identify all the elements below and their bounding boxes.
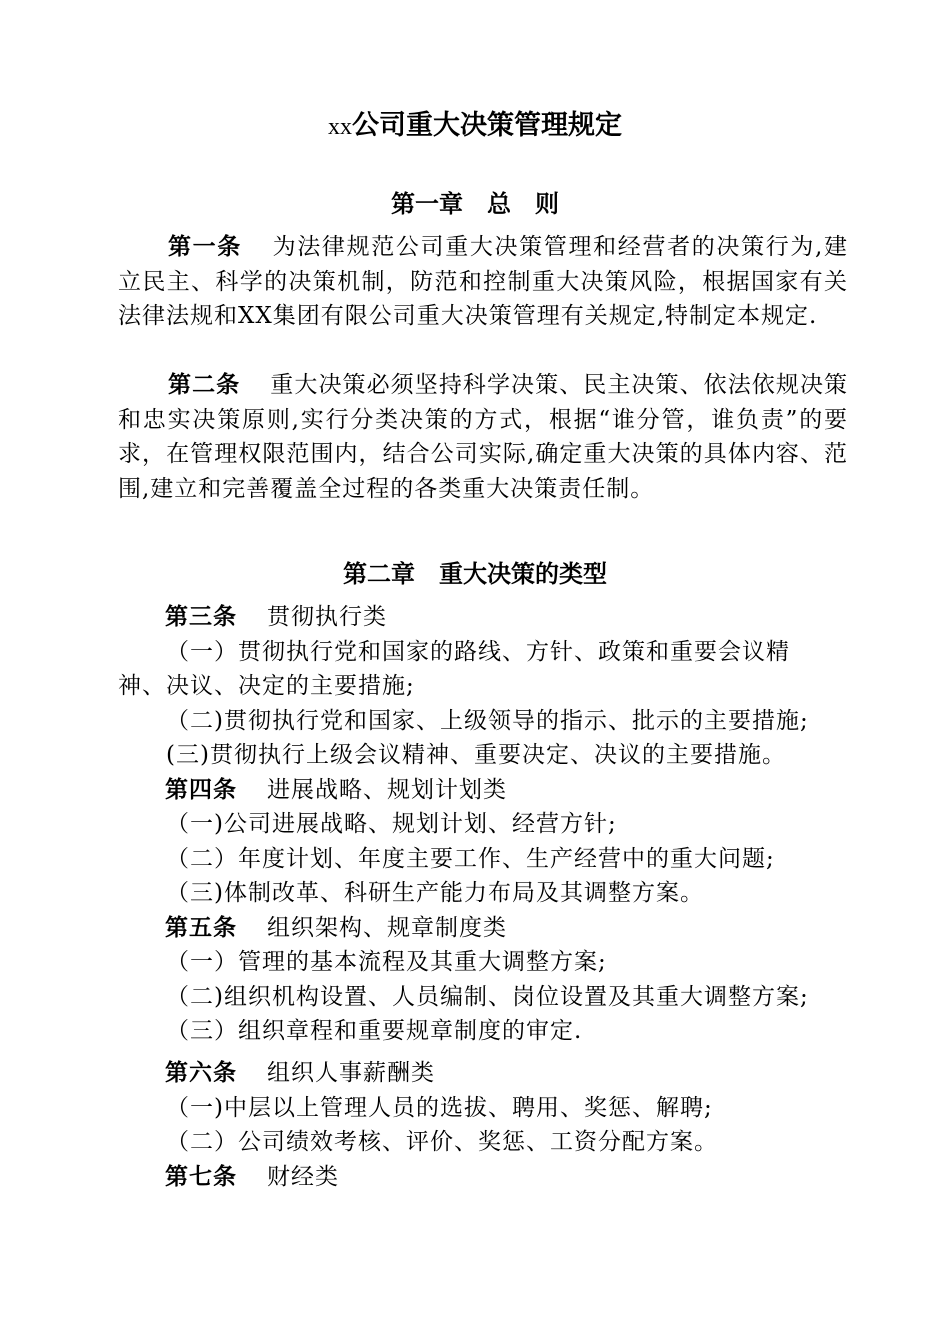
article-3-item-2: （二)贯彻执行党和国家、上级领导的指示、批示的主要措施; bbox=[166, 708, 809, 734]
article-2 bbox=[118, 368, 848, 506]
article-6-item-2: （二）公司绩效考核、评价、奖惩、工资分配方案。 bbox=[166, 1129, 718, 1155]
article-3-item-3: (三)贯彻执行上级会议精神、重要决定、决议的主要措施。 bbox=[166, 742, 786, 768]
article-6-title: 组织人事薪酬类 bbox=[267, 1060, 435, 1086]
article-4-item-3: （三)体制改革、科研生产能力布局及其调整方案。 bbox=[166, 880, 704, 906]
article-5-item-2: （二)组织机构设置、人员编制、岗位设置及其重大调整方案; bbox=[166, 984, 809, 1010]
article-5-item-1: （一）管理的基本流程及其重大调整方案; bbox=[166, 949, 607, 975]
article-6-heading bbox=[165, 1056, 905, 1091]
article-4-title: 进展战略、规划计划类 bbox=[267, 777, 507, 803]
article-4-item-2: （二）年度计划、年度主要工作、生产经营中的重大问题; bbox=[166, 846, 775, 872]
article-4-heading bbox=[165, 773, 905, 808]
document-title bbox=[0, 106, 950, 147]
article-4-label: 第四条 bbox=[165, 777, 237, 803]
article-5-label: 第五条 bbox=[165, 915, 237, 941]
title-prefix: xx bbox=[328, 114, 352, 140]
article-7-label: 第七条 bbox=[165, 1164, 237, 1190]
article-2-label: 第二条 bbox=[168, 372, 241, 398]
article-4-item-1: （一)公司进展战略、规划计划、经营方针; bbox=[166, 811, 617, 837]
title-main: 公司重大决策管理规定 bbox=[352, 110, 622, 141]
article-1 bbox=[118, 230, 848, 334]
chapter-1-heading: 第一章 总 则 bbox=[391, 190, 559, 218]
article-3-title: 贯彻执行类 bbox=[267, 604, 387, 630]
article-2-text: 重大决策必须坚持科学决策、民主决策、依法依规决策和忠实决策原则,实行分类决策的方式，根据“谁分管，谁负责”的要求，在管理权限范围内，结合公司实际,确定重大决策的具体内容、范围,建立和完善覆盖全过程的各类重大决策责任制。 bbox=[118, 372, 849, 502]
article-3-item-1b: 神、决议、决定的主要措施; bbox=[118, 673, 415, 699]
article-7-heading bbox=[165, 1160, 905, 1195]
article-3-label: 第三条 bbox=[165, 604, 237, 630]
article-6-label: 第六条 bbox=[165, 1060, 237, 1086]
article-6-item-1: （一)中层以上管理人员的选拔、聘用、奖惩、解聘; bbox=[166, 1095, 713, 1121]
article-7-title: 财经类 bbox=[267, 1164, 339, 1190]
article-5-item-3: （三）组织章程和重要规章制度的审定. bbox=[166, 1018, 583, 1044]
article-3-item-1a: （一）贯彻执行党和国家的路线、方针、政策和重要会议精 bbox=[166, 639, 790, 665]
article-1-label: 第一条 bbox=[168, 234, 242, 260]
article-3-heading bbox=[165, 600, 905, 635]
article-5-title: 组织架构、规章制度类 bbox=[267, 915, 507, 941]
article-1-text: 为法律规范公司重大决策管理和经营者的决策行为,建立民主、科学的决策机制，防范和控制重大决策风险，根据国家有关法律法规和XX集团有限公司重大决策管理有关规定,特制定本规定. bbox=[118, 234, 849, 329]
chapter-2-heading: 第二章 重大决策的类型 bbox=[343, 560, 607, 588]
article-5-heading bbox=[165, 911, 905, 946]
